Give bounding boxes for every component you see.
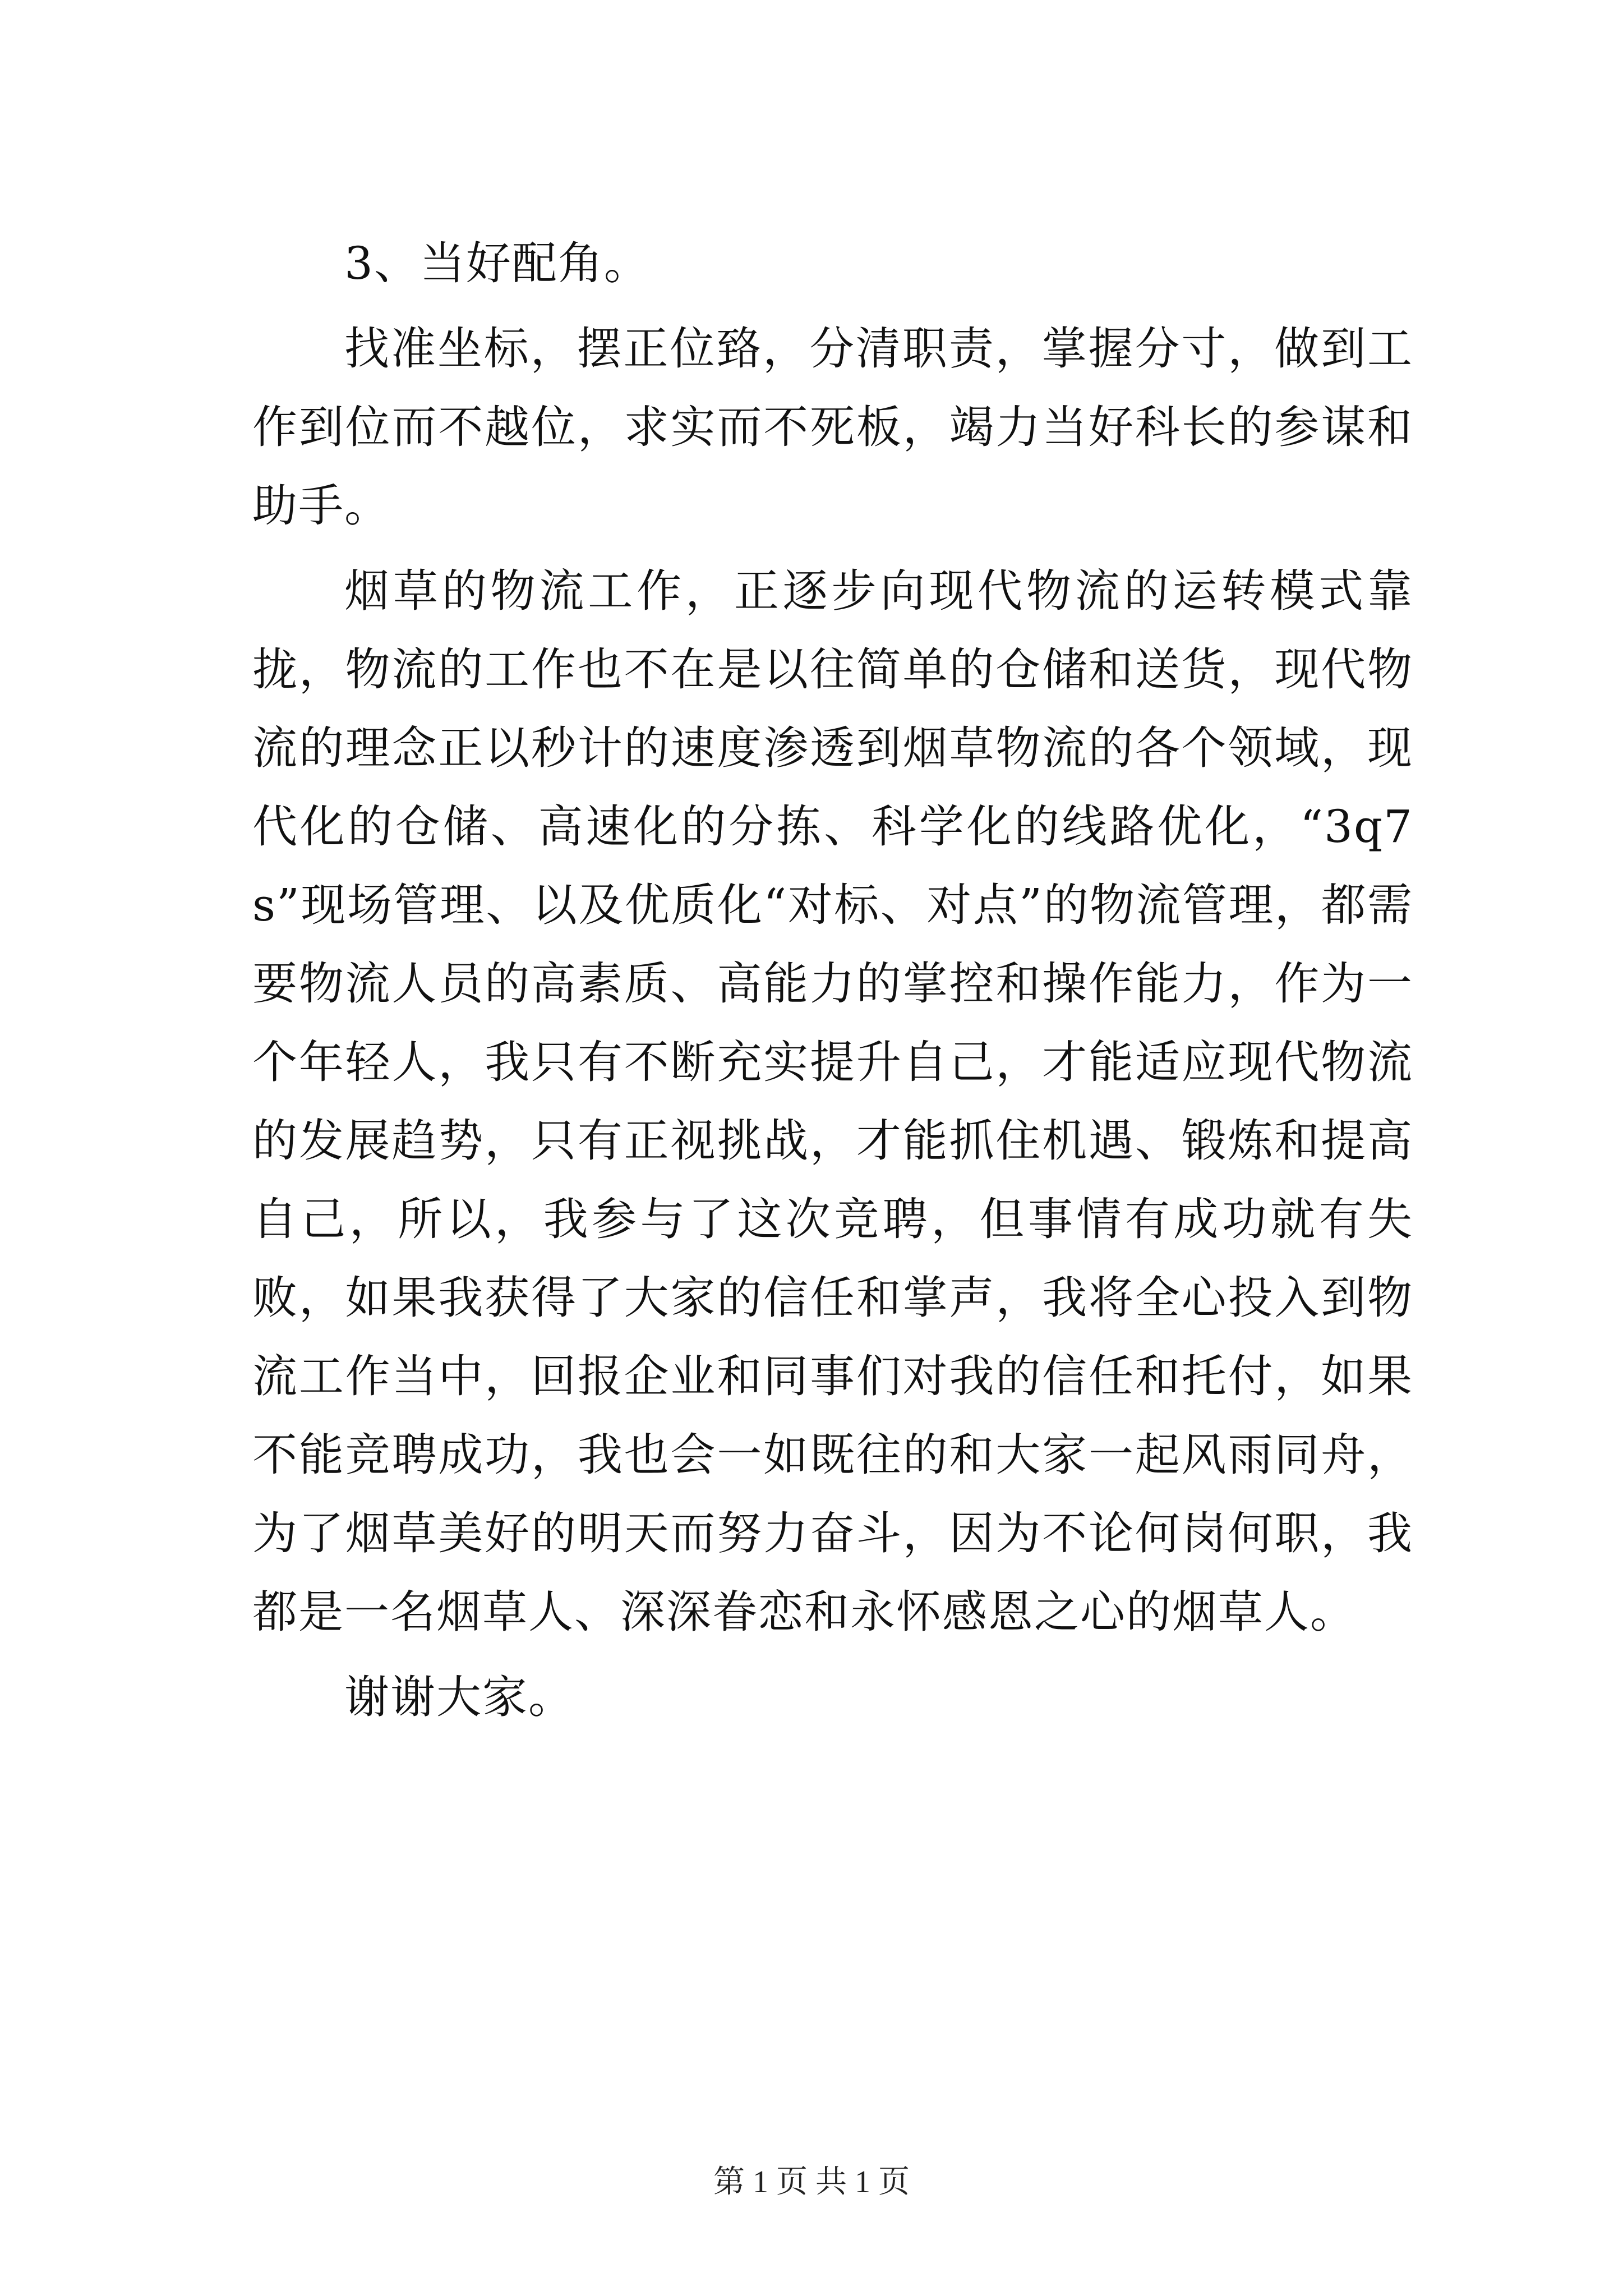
paragraph-logistics: 烟草的物流工作，正逐步向现代物流的运转模式靠拢，物流的工作也不在是以往简单的仓储和送货，现代物流的理念正以秒计的速度渗透到烟草物流的各个领域，现代化的仓储、高速化的分拣、科学化的线路优化，“3q7s”现场管理、以及优质化“对标、对点”的物流管理，都需要物流人员的高素质、高能力的掌控和操作能力，作为一个年轻人，我只有不断充实提升自己，才能适应现代物流的发展趋势，只有正视挑战，才能抓住机遇、锻炼和提高自己，所以，我参与了这次竞聘，但事情有成功就有失败，如果我获得了大家的信任和掌声，我将全心投入到物流工作当中，回报企业和同事们对我的信任和托付，如果不能竞聘成功，我也会一如既往的和大家一起风雨同舟，为了烟草美好的明天而努力奋斗，因为不论何岗何职，我都是一名烟草人、深深眷恋和永怀感恩之心的烟草人。 [252,565,1413,1638]
document-body [252,224,1413,1737]
paragraph-positioning: 找准坐标，摆正位臵，分清职责，掌握分寸，做到工作到位而不越位，求实而不死板，竭力当好科长的参谋和助手。 [252,323,1413,532]
page-number-footer: 第 1 页 共 1 页 [713,2165,910,2200]
paragraph-heading-3: 3、当好配角。 [344,237,650,289]
paragraph-thanks: 谢谢大家。 [344,1671,574,1723]
